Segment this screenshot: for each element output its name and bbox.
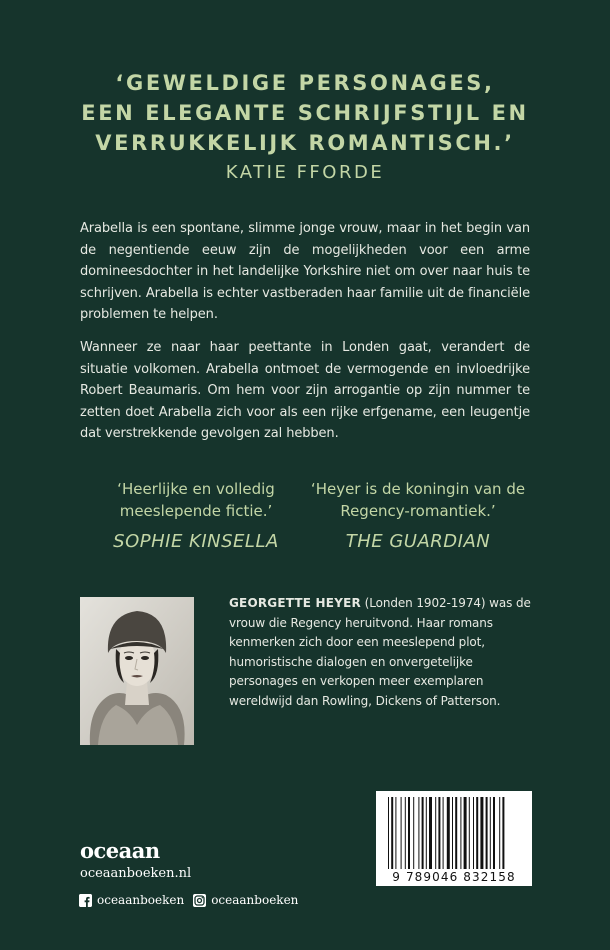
barcode-bar xyxy=(429,797,432,869)
barcode-bar xyxy=(395,797,396,869)
barcode-bar xyxy=(435,797,436,869)
instagram-icon[interactable] xyxy=(193,894,206,907)
author-portrait-image xyxy=(80,597,194,745)
barcode-bar xyxy=(391,797,393,869)
author-photo xyxy=(80,597,194,745)
top-quote-author: KATIE FFORDE xyxy=(225,162,385,183)
barcode-bar xyxy=(480,797,483,869)
author-bio xyxy=(229,594,539,711)
barcode-bar xyxy=(452,797,453,869)
barcode-bar xyxy=(408,797,410,869)
barcode-bar xyxy=(426,797,427,869)
barcode-bar xyxy=(388,797,389,869)
barcode-bar xyxy=(405,797,406,869)
barcode-bar xyxy=(490,797,491,869)
barcode-bar xyxy=(438,797,440,869)
publisher-logo: oceaan xyxy=(80,838,160,863)
barcode-bar xyxy=(401,797,402,869)
barcode-bar xyxy=(447,797,450,869)
barcode-bar xyxy=(460,797,461,869)
barcode-bar xyxy=(413,797,414,869)
social-links xyxy=(79,893,307,907)
barcode-bar xyxy=(476,797,478,869)
barcode-bar xyxy=(455,797,457,869)
author-bio-text: (Londen 1902-1974) was de vrouw die Regency heruitvond. Haar romans kenmerken zich door een meeslepend plot, humoristische dialogen en onvergetelijke personages en verkopen meer exemplaren wereldwijd dan Rowling, Dickens of Patterson. xyxy=(229,596,531,708)
barcode-bar xyxy=(486,797,488,869)
barcode-bar xyxy=(499,797,500,869)
barcode-bar xyxy=(473,797,474,869)
barcode-bar xyxy=(493,797,495,869)
review-quote-left xyxy=(76,478,316,553)
facebook-icon[interactable] xyxy=(79,894,92,907)
barcode-bar xyxy=(502,797,504,869)
review-quote-left-author: SOPHIE KINSELLA xyxy=(113,531,279,552)
author-name: GEORGETTE HEYER xyxy=(229,596,361,610)
barcode-number: 9 789046 832158 xyxy=(392,870,516,884)
top-quote-line-2: EEN ELEGANTE SCHRIJFSTIJL EN xyxy=(81,101,529,125)
review-quote-right xyxy=(298,478,538,553)
barcode-bar xyxy=(418,797,419,869)
barcode-bar xyxy=(422,797,424,869)
barcode-bar xyxy=(443,797,444,869)
barcode-bar xyxy=(464,797,467,869)
review-quote-left-text: ‘Heerlijke en volledig meeslepende fictie.’ xyxy=(117,480,275,520)
top-review-quote xyxy=(0,68,610,188)
instagram-handle[interactable]: oceaanboeken xyxy=(211,893,299,907)
facebook-handle[interactable]: oceaanboeken xyxy=(97,893,185,907)
top-quote-line-3: VERRUKKELIJK ROMANTISCH.’ xyxy=(95,131,515,155)
publisher-website-link[interactable]: oceaanboeken.nl xyxy=(80,866,192,881)
review-quote-right-author: THE GUARDIAN xyxy=(345,531,491,552)
barcode-bar xyxy=(469,797,470,869)
review-quote-right-text: ‘Heyer is de koningin van de Regency-romantiek.’ xyxy=(310,480,526,520)
isbn-barcode xyxy=(376,791,532,886)
top-quote-line-1: ‘GEWELDIGE PERSONAGES, xyxy=(115,71,495,95)
blurb-paragraph-1: Arabella is een spontane, slimme jonge vrouw, maar in het begin van de negentiende eeuw zijn de mogelijkheden voor een arme domineesdochter in het landelijke Yorkshire niet om over naar huis te schrijven. Arabella is echter vastberaden haar familie uit de financiële problemen te helpen. xyxy=(80,221,530,322)
blurb-paragraph-2: Wanneer ze naar haar peettante in Londen gaat, verandert de situatie volkomen. Arabella ontmoet de vermogende en invloedrijke Robert Beaumaris. Om hem voor zijn arrogantie op zijn nummer te zetten doet Arabella zich voor als een rijke erfgename, een leugentje dat verstrekkende gevolgen zal hebben. xyxy=(80,340,530,441)
